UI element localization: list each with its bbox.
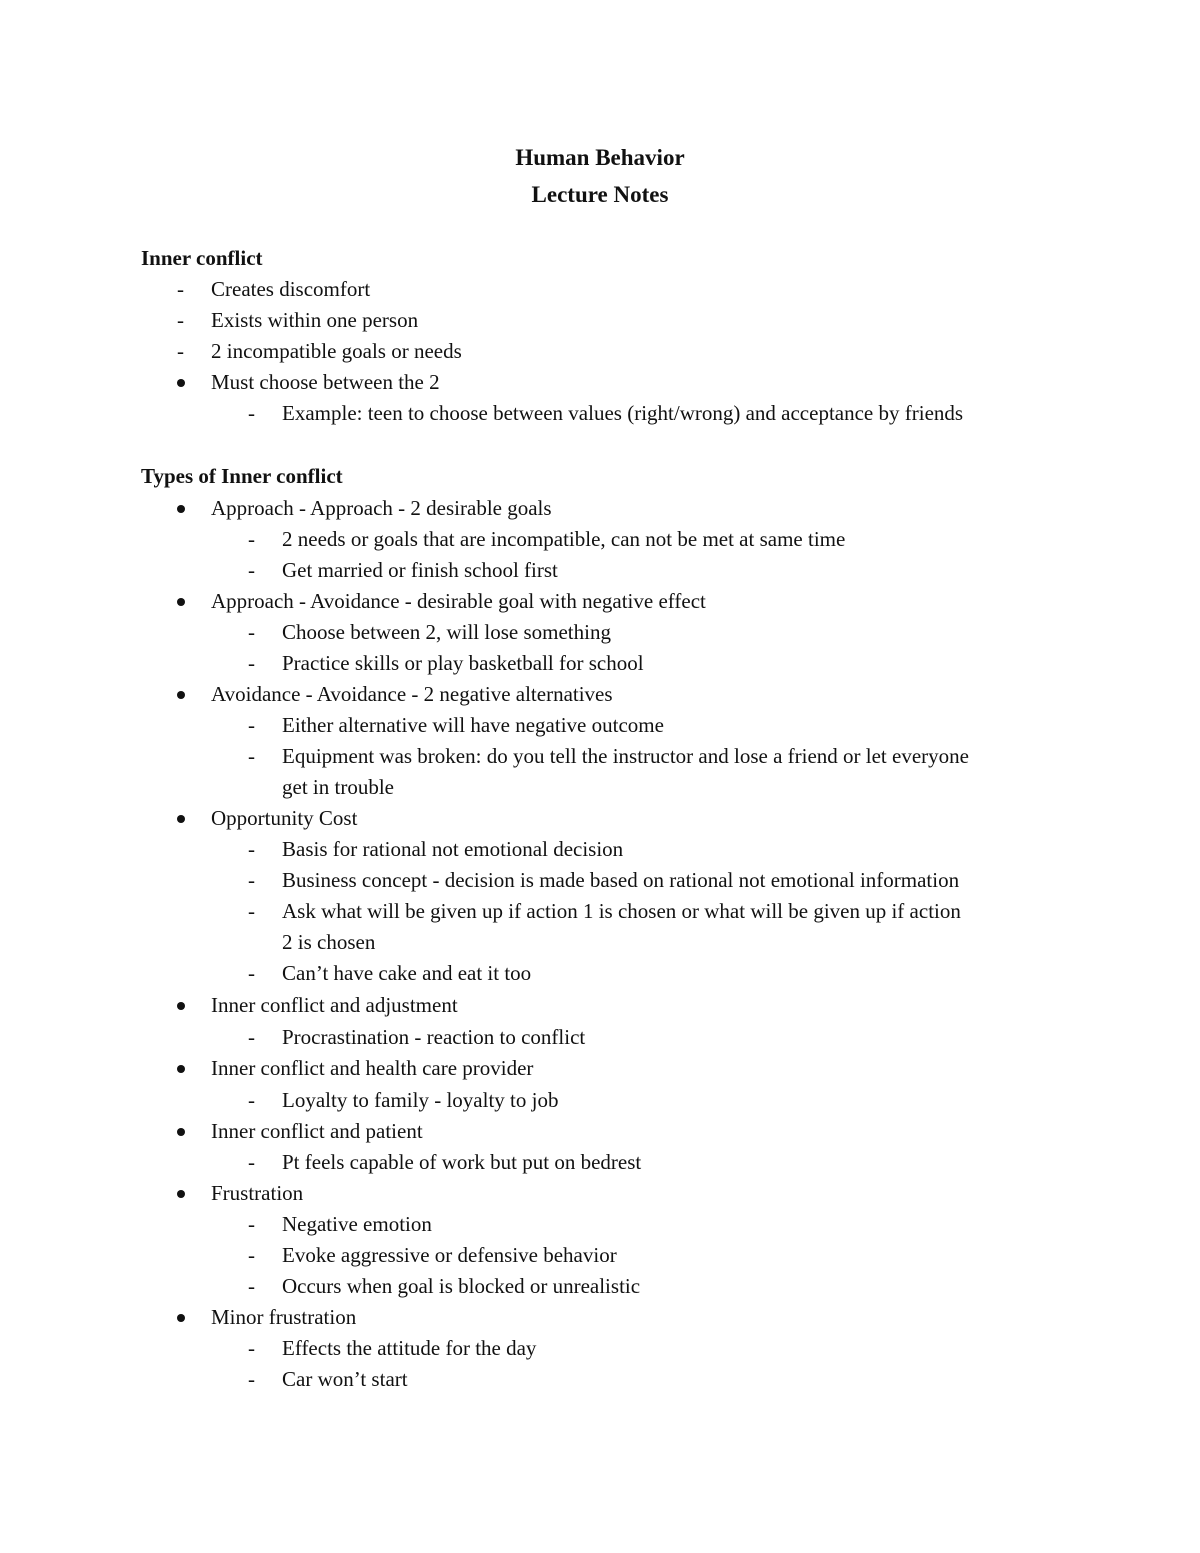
dash-marker: -: [248, 837, 255, 861]
list-item-text: Frustration: [211, 1181, 304, 1205]
list-item-text: Evoke aggressive or defensive behavior: [282, 1243, 617, 1267]
list-item-text: Loyalty to family - loyalty to job: [282, 1088, 559, 1112]
bullet-icon: [177, 1116, 185, 1147]
list-item-text: Inner conflict and adjustment: [211, 993, 458, 1017]
dash-marker: -: [248, 558, 255, 582]
list-item-text: Can’t have cake and eat it too: [282, 961, 532, 985]
list-item-text: Car won’t start: [282, 1367, 408, 1391]
dash-marker: -: [248, 1367, 255, 1391]
list-item-text: Approach - Avoidance - desirable goal with negative effect: [211, 589, 706, 613]
list-item-text: Pt feels capable of work but put on bedrest: [282, 1150, 642, 1174]
dash-marker: -: [248, 744, 255, 768]
dash-marker: -: [248, 961, 255, 985]
dash-marker: -: [248, 868, 255, 892]
bullet-icon: [177, 367, 185, 398]
list-item-text: 2 needs or goals that are incompatible, can not be met at same time: [282, 527, 846, 551]
dash-marker: -: [248, 620, 255, 644]
list-item-text: Approach - Approach - 2 desirable goals: [211, 496, 552, 520]
dash-marker: -: [248, 899, 255, 923]
dash-marker: -: [248, 1025, 255, 1049]
bullet-icon: [177, 493, 185, 524]
document-subtitle: Lecture Notes: [531, 182, 669, 207]
list-item-text: Avoidance - Avoidance - 2 negative alternatives: [211, 682, 613, 706]
list-item-text: Ask what will be given up if action 1 is chosen or what will be given up if action: [282, 899, 961, 923]
dash-marker: -: [248, 1336, 255, 1360]
dash-marker: -: [248, 1088, 255, 1112]
list-item-text: Creates discomfort: [211, 277, 371, 301]
list-item-text: 2 incompatible goals or needs: [211, 339, 462, 363]
list-item-text: Business concept - decision is made based on rational not emotional information: [282, 868, 960, 892]
list-item-text: Either alternative will have negative outcome: [282, 713, 664, 737]
list-item-text: get in trouble: [282, 775, 394, 799]
list-item-text: Practice skills or play basketball for school: [282, 651, 644, 675]
list-item-text: Occurs when goal is blocked or unrealistic: [282, 1274, 641, 1298]
dash-marker: -: [177, 308, 184, 332]
list-item-text: Basis for rational not emotional decision: [282, 837, 624, 861]
bullet-icon: [177, 679, 185, 710]
dash-marker: -: [248, 651, 255, 675]
list-item-text: Get married or finish school first: [282, 558, 558, 582]
section-heading-inner-conflict: Inner conflict: [141, 246, 263, 270]
list-item-text: 2 is chosen: [282, 930, 376, 954]
dash-marker: -: [248, 401, 255, 425]
bullet-icon: [177, 586, 185, 617]
list-item-text: Minor frustration: [211, 1305, 357, 1329]
list-item-text: Effects the attitude for the day: [282, 1336, 537, 1360]
list-item-text: Negative emotion: [282, 1212, 432, 1236]
dash-marker: -: [177, 339, 184, 363]
list-item-text: Equipment was broken: do you tell the instructor and lose a friend or let everyone: [282, 744, 969, 768]
list-item-text: Procrastination - reaction to conflict: [282, 1025, 586, 1049]
dash-marker: -: [248, 527, 255, 551]
list-item-text: Must choose between the 2: [211, 370, 440, 394]
document-title: Human Behavior: [515, 145, 685, 170]
bullet-icon: [177, 803, 185, 834]
dash-marker: -: [248, 1150, 255, 1174]
dash-marker: -: [248, 1274, 255, 1298]
section-heading-types: Types of Inner conflict: [141, 464, 343, 488]
bullet-icon: [177, 1053, 185, 1084]
list-item-text: Opportunity Cost: [211, 806, 358, 830]
list-item-text: Choose between 2, will lose something: [282, 620, 611, 644]
bullet-icon: [177, 1302, 185, 1333]
dash-marker: -: [248, 1212, 255, 1236]
bullet-icon: [177, 1178, 185, 1209]
list-item-text: Example: teen to choose between values (right/wrong) and acceptance by friends: [282, 401, 964, 425]
dash-marker: -: [248, 713, 255, 737]
list-item-text: Exists within one person: [211, 308, 419, 332]
list-item-text: Inner conflict and health care provider: [211, 1056, 534, 1080]
dash-marker: -: [248, 1243, 255, 1267]
bullet-icon: [177, 990, 185, 1021]
dash-marker: -: [177, 277, 184, 301]
list-item-text: Inner conflict and patient: [211, 1119, 423, 1143]
